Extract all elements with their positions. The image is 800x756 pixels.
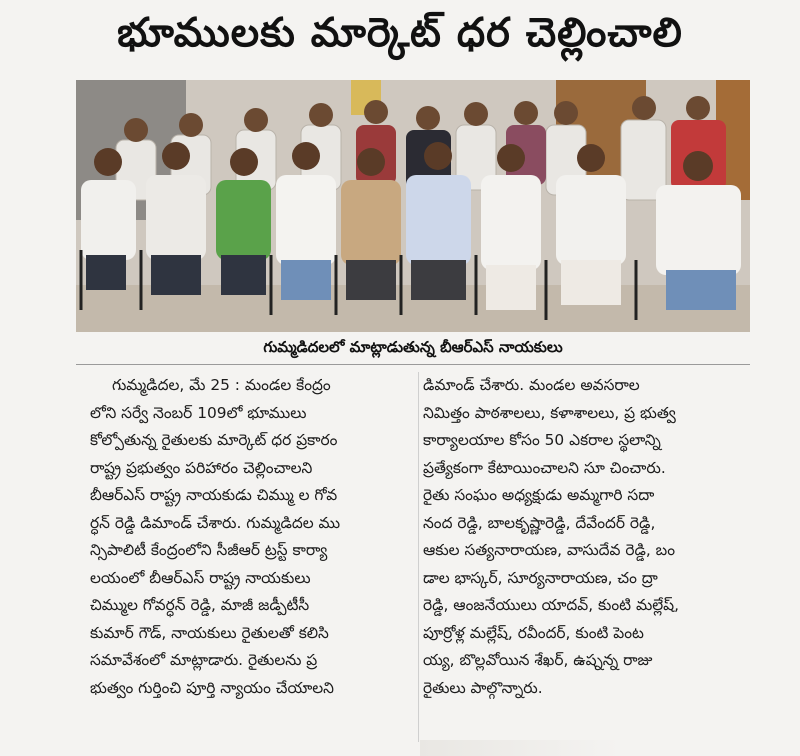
article-body-left-column: [90, 372, 418, 702]
body-line: డాల భాస్కర్, సూర్యనారాయణ, చం ద్రా: [423, 568, 658, 587]
body-line: కుమార్ గౌడ్, నాయకులు రైతులతో కలిసి: [90, 623, 329, 642]
body-line: ర్ధన్ రెడ్డి డిమాండ్ చేశారు. గుమ్మడిదల ము: [90, 513, 341, 532]
body-line: చిమ్ముల గోవర్ధన్ రెడ్డి, మాజీ జడ్పీటీసీ: [90, 596, 310, 614]
news-photo: [76, 80, 750, 332]
body-line: రైతులు పాల్గొన్నారు.: [423, 678, 543, 697]
body-line: బీఆర్ఎస్ రాష్ట్ర నాయకుడు చిమ్ము ల గోవ: [90, 486, 338, 504]
body-line: భుత్వం గుర్తించి పూర్తి న్యాయం చేయాలని: [90, 678, 334, 697]
body-line: కార్యాలయాల కోసం 50 ఎకరాల స్థలాన్ని: [423, 431, 661, 449]
body-line: డిమాండ్ చేశారు. మండల అవసరాల: [423, 376, 640, 394]
body-line: లయంలో బీఆర్ఎస్ రాష్ట్ర నాయకులు: [90, 568, 311, 587]
body-line: ఆకుల సత్యనారాయణ, వాసుదేవ రెడ్డి, బం: [423, 541, 676, 559]
body-line: నంద రెడ్డి, బాలకృష్ణారెడ్డి, దేవేందర్ రెడ్డి,: [423, 513, 656, 532]
column-divider: [418, 372, 419, 742]
body-line: గుమ్మడిదల, మే 25 : మండల కేంద్రం: [112, 376, 331, 394]
body-line: రైతు సంఘం అధ్యక్షుడు అమ్మగారి సదా: [423, 486, 655, 504]
body-line: సమావేశంలో మాట్లాడారు. రైతులను ప్ర: [90, 651, 318, 669]
body-line: ప్రత్యేకంగా కేటాయించాలని సూ చించారు.: [423, 458, 666, 477]
article-body-right-column: [423, 372, 753, 702]
body-line: కోల్పోతున్న రైతులకు మార్కెట్ ధర ప్రకారం: [90, 431, 338, 449]
headline: భూములకు మార్కెట్ ధర చెల్లించాలి: [117, 10, 683, 56]
body-line: య్య, బొల్లవోయిన శేఖర్, ఉష్నన్న రాజు: [423, 651, 653, 669]
group-photo-illustration: [76, 80, 750, 332]
body-line: నిమిత్తం పాఠశాలలు, కళాశాలలు, ప్ర భుత్వ: [423, 403, 676, 422]
body-line: పూర్రోళ్ల మల్లేష్, రవీందర్, కుంటి పెంట: [423, 623, 644, 642]
photo-caption: గుమ్మడిదలలో మాట్లాడుతున్న బీఆర్ఎస్ నాయకులు: [263, 338, 563, 356]
body-line: రాష్ట్ర ప్రభుత్వం పరిహారం చెల్లించాలని: [90, 458, 313, 477]
body-line: రెడ్డి, ఆంజనేయులు యాదవ్, కుంటి మల్లేష్,: [423, 596, 680, 614]
clipping-edge-shadow: [420, 740, 620, 756]
body-line: లోని సర్వే నెంబర్ 109లో భూములు: [90, 403, 307, 422]
caption-rule: [76, 364, 750, 365]
body-line: న్సిపాలిటీ కేంద్రంలోని సీజీఆర్ ట్రస్ట్ కార్యా: [90, 541, 328, 559]
